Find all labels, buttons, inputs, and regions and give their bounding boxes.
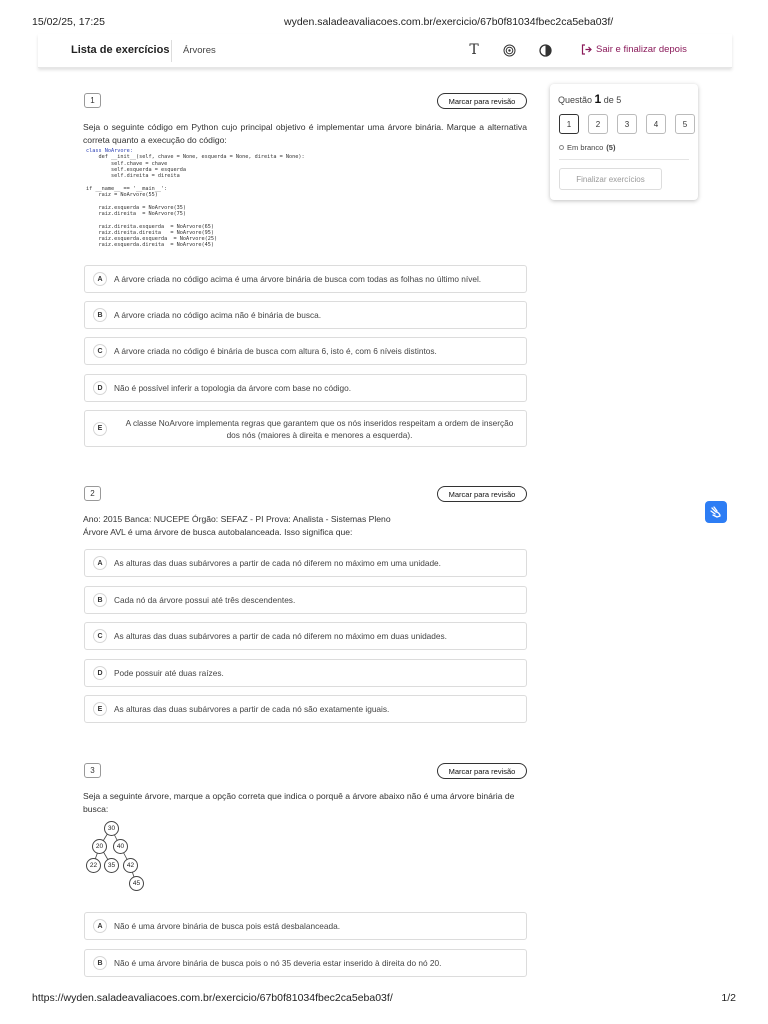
code-line: if __name__ == '__main__': (86, 185, 168, 192)
option-letter: A (93, 556, 107, 570)
option-letter: A (93, 919, 107, 933)
tree-node: 42 (123, 858, 138, 873)
option-text: Pode possuir até duas raízes. (114, 668, 224, 678)
print-page-number: 1/2 (721, 992, 736, 1004)
option-text: A árvore criada no código acima não é binária de busca. (114, 310, 322, 320)
question-nav-button-2[interactable]: 2 (588, 114, 608, 134)
question-nav-button-5[interactable]: 5 (675, 114, 695, 134)
code-block (86, 148, 305, 249)
question-nav-button-1[interactable]: 1 (559, 114, 579, 134)
option-letter: C (93, 344, 107, 358)
question-1-text: Seja o seguinte código em Python cujo principal objetivo é implementar uma árvore binária. Marque a alternativa correta quanto a execução do código: (83, 122, 527, 145)
option-e[interactable] (84, 695, 527, 723)
page-title: Lista de exercícios (71, 44, 170, 56)
option-text: As alturas das duas subárvores a partir de cada nó diferem no máximo em duas unidades. (114, 631, 447, 641)
exit-button[interactable] (581, 44, 687, 55)
option-b[interactable] (84, 301, 527, 329)
question-number-list (559, 114, 695, 134)
option-letter: A (93, 272, 107, 286)
option-letter: E (93, 702, 107, 716)
option-e[interactable] (84, 410, 527, 447)
blank-count: (5) (606, 143, 616, 152)
tree-node: 40 (113, 839, 128, 854)
question-2-number: 2 (84, 486, 101, 501)
code-line: raiz.esquerda = NoArvore(35) (86, 204, 186, 211)
option-a[interactable] (84, 265, 527, 293)
code-line: class NoArvore: (86, 148, 133, 154)
blank-dot-icon (559, 145, 564, 150)
option-text: Não é uma árvore binária de busca pois o nó 35 deveria estar inserido à direita do nó 20. (114, 958, 442, 968)
tree-node: 35 (104, 858, 119, 873)
print-footer (32, 992, 736, 1006)
contrast-icon[interactable] (537, 42, 553, 58)
target-icon[interactable] (501, 42, 517, 58)
finish-exercises-button[interactable]: Finalizar exercícios (559, 168, 662, 190)
option-c[interactable] (84, 337, 527, 365)
option-c[interactable] (84, 622, 527, 650)
question-2-text-line: Ano: 2015 Banca: NUCEPE Órgão: SEFAZ - PI Prova: Analista - Sistemas Pleno (83, 514, 391, 524)
option-letter: B (93, 593, 107, 607)
tree-node: 30 (104, 821, 119, 836)
code-line: raiz.direita.esquerda = NoArvore(65) (86, 223, 215, 230)
divider (559, 159, 689, 160)
code-line: self.esquerda = esquerda (86, 166, 186, 173)
divider (171, 40, 172, 62)
option-letter: D (93, 666, 107, 680)
exit-icon (581, 44, 592, 55)
option-d[interactable] (84, 374, 527, 402)
option-text: A classe NoArvore implementa regras que garantem que os nós inseridos respeitam a ordem de inserção dos nós (maiores à direita e menores a esquerda). (125, 417, 514, 440)
print-header (32, 16, 736, 30)
option-letter: B (93, 308, 107, 322)
question-total: de 5 (603, 95, 622, 105)
question-3-number: 3 (84, 763, 101, 778)
question-2-text-line: Árvore AVL é uma árvore de busca autobalanceada. Isso significa que: (83, 526, 353, 537)
question-progress (558, 92, 621, 106)
top-bar (38, 34, 732, 68)
code-line: raiz.esquerda.esquerda = NoArvore(25) (86, 236, 218, 243)
question-label: Questão (558, 95, 593, 105)
option-letter: D (93, 381, 107, 395)
code-line: self.direita = direita (86, 173, 180, 180)
tree-node: 20 (92, 839, 107, 854)
blank-status (559, 143, 615, 152)
question-navigator-panel (550, 84, 698, 200)
option-a[interactable] (84, 549, 527, 577)
blank-label: Em branco (567, 143, 604, 152)
mark-for-review-button-3[interactable]: Marcar para revisão (437, 763, 527, 779)
current-question: 1 (594, 92, 602, 106)
print-footer-url: https://wyden.saladeavaliacoes.com.br/exercicio/67b0f81034fbec2ca5eba03f/ (32, 992, 393, 1004)
accessibility-button[interactable] (705, 501, 727, 523)
code-line: raiz.esquerda.direita = NoArvore(45) (86, 242, 215, 249)
option-text: As alturas das duas subárvores a partir de cada nó são exatamente iguais. (114, 704, 390, 714)
code-line: self.chave = chave (86, 160, 168, 167)
option-b[interactable] (84, 949, 527, 977)
question-3-text: Seja a seguinte árvore, marque a opção correta que indica o porquê a árvore abaixo não é uma árvore binária de busca: (83, 791, 515, 814)
tree-node: 45 (129, 876, 144, 891)
code-line: raiz = NoArvore(55) (86, 192, 158, 199)
code-line: raiz.direita = NoArvore(75) (86, 210, 186, 217)
exit-label: Sair e finalizar depois (596, 44, 687, 55)
option-a[interactable] (84, 912, 527, 940)
sign-language-icon (709, 505, 723, 519)
breadcrumb: Árvores (183, 45, 216, 56)
text-size-icon[interactable]: T (469, 42, 479, 58)
option-text: Não é possível inferir a topologia da árvore com base no código. (114, 383, 352, 393)
option-b[interactable] (84, 586, 527, 614)
question-2-text (83, 513, 527, 538)
option-text: A árvore criada no código é binária de busca com altura 6, isto é, com 6 níveis distintos. (114, 346, 437, 356)
question-nav-button-4[interactable]: 4 (646, 114, 666, 134)
code-line: raiz.direita.direita = NoArvore(95) (86, 229, 215, 236)
option-text: A árvore criada no código acima é uma árvore binária de busca com todas as folhas no último nível. (114, 274, 482, 284)
tree-node: 22 (86, 858, 101, 873)
option-text: As alturas das duas subárvores a partir de cada nó diferem no máximo em uma unidade. (114, 558, 441, 568)
option-letter: E (93, 422, 107, 436)
question-nav-button-3[interactable]: 3 (617, 114, 637, 134)
print-datetime: 15/02/25, 17:25 (32, 16, 105, 28)
option-text: Não é uma árvore binária de busca pois está desbalanceada. (114, 921, 341, 931)
code-line: def __init__(self, chave = None, esquerda = None, direita = None): (86, 154, 305, 161)
mark-for-review-button-1[interactable]: Marcar para revisão (437, 93, 527, 109)
option-text: Cada nó da árvore possui até três descendentes. (114, 595, 296, 605)
option-d[interactable] (84, 659, 527, 687)
print-header-url: wyden.saladeavaliacoes.com.br/exercicio/67b0f81034fbec2ca5eba03f/ (284, 16, 614, 28)
option-letter: B (93, 956, 107, 970)
question-1-number: 1 (84, 93, 101, 108)
option-letter: C (93, 629, 107, 643)
mark-for-review-button-2[interactable]: Marcar para revisão (437, 486, 527, 502)
